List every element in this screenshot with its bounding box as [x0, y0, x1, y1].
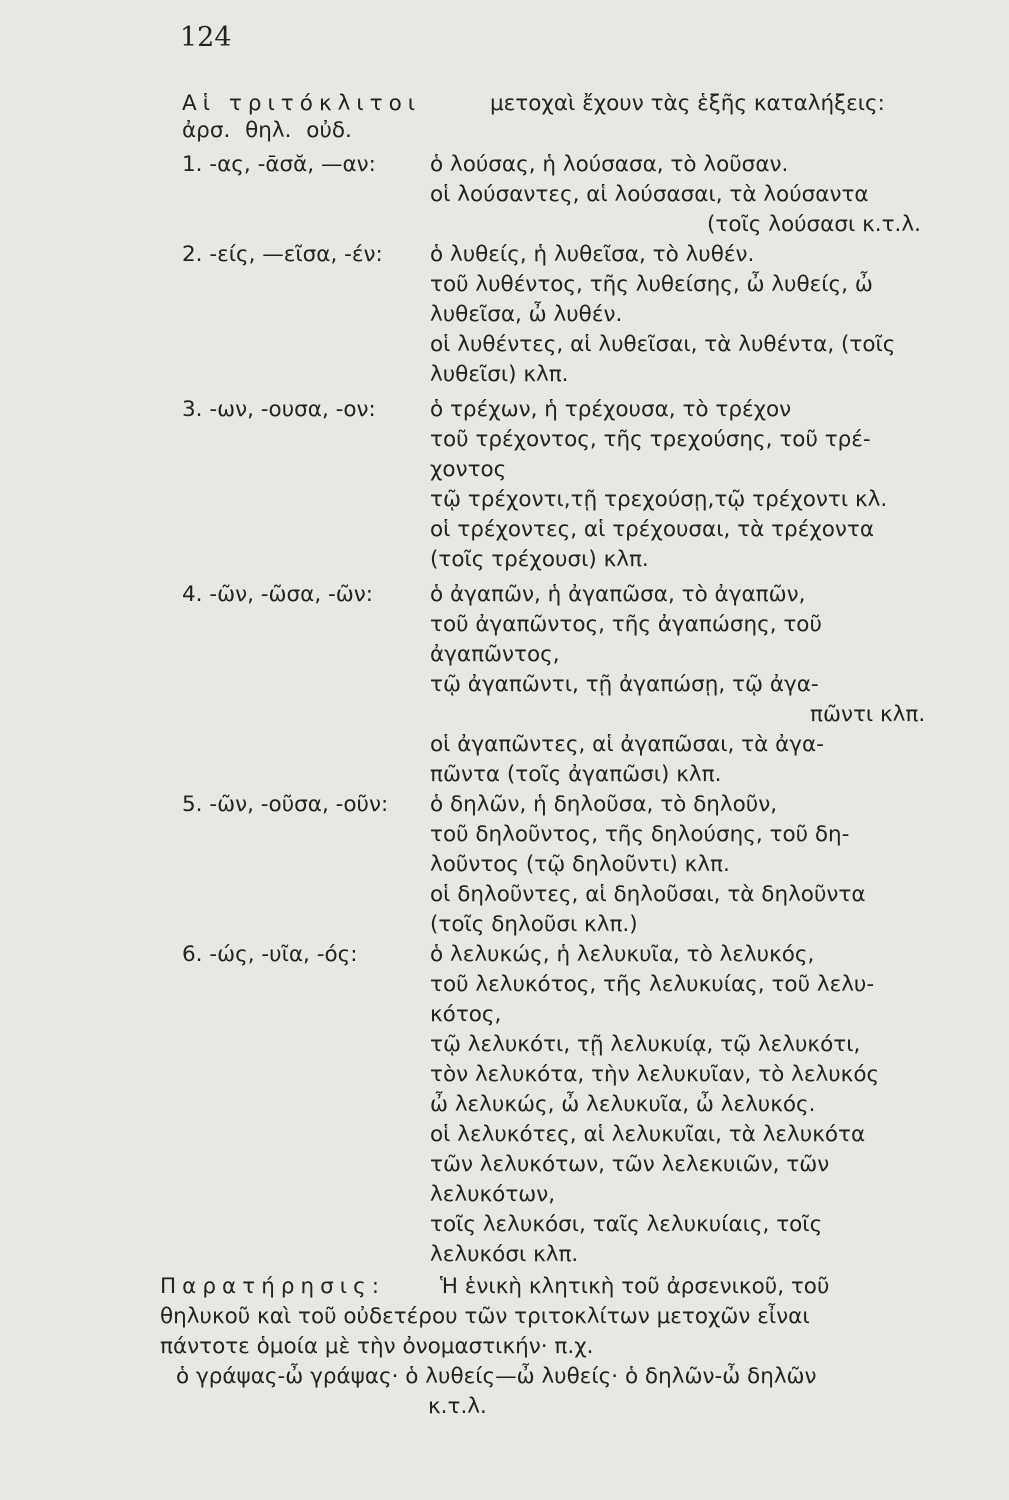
group-3-line: ὁ τρέχων, ἡ τρέχουσα, τὸ τρέχον — [430, 397, 792, 422]
group-4-line: οἱ ἀγαπῶντες, αἱ ἀγαπῶσαι, τὰ ἀγα- — [430, 732, 824, 757]
note-term: Παρατήρησις: — [160, 1274, 386, 1299]
page-number: 124 — [180, 22, 232, 53]
note-line: Ἡ ἑνικὴ κλητικὴ τοῦ ἀρσενικοῦ, τοῦ — [440, 1274, 830, 1299]
group-5-line: ὁ δηλῶν, ἡ δηλοῦσα, τὸ δηλοῦν, — [430, 792, 778, 817]
group-2-line: λυθεῖσι) κλπ. — [430, 362, 569, 387]
group-5-line: (τοῖς δηλοῦσι κλπ.) — [430, 912, 638, 937]
group-6-line: λελυκόσι κλπ. — [430, 1242, 579, 1267]
group-4-line: ἀγαπῶντος, — [430, 642, 560, 667]
group-3-line: τῷ τρέχοντι,τῇ τρεχούσῃ,τῷ τρέχοντι κλ. — [430, 487, 888, 512]
group-4-line: τῷ ἀγαπῶντι, τῇ ἀγαπώσῃ, τῷ ἀγα- — [430, 672, 819, 697]
group-3-line: χοντος — [430, 457, 507, 482]
note-line: θηλυκοῦ καὶ τοῦ οὐδετέρου τῶν τριτοκλίτων μετοχῶν εἶναι — [160, 1304, 810, 1329]
group-1-line: (τοῖς λούσασι κ.τ.λ. — [707, 212, 921, 237]
group-6-line: λελυκότων, — [430, 1182, 556, 1207]
group-2-line: οἱ λυθέντες, αἱ λυθεῖσαι, τὰ λυθέντα, (τοῖς — [430, 332, 896, 357]
group-2-line: λυθεῖσα, ὦ λυθέν. — [430, 302, 623, 327]
note-line: κ.τ.λ. — [428, 1394, 487, 1419]
group-6-line: κότος, — [430, 1002, 502, 1027]
group-2-line: ὁ λυθείς, ἡ λυθεῖσα, τὸ λυθέν. — [430, 242, 755, 267]
genders-header: ἀρσ. θηλ. οὐδ. — [182, 118, 352, 143]
group-6-label: 6. -ώς, -υῖα, -ός: — [182, 942, 358, 967]
group-4-line: πῶντι κλπ. — [810, 702, 926, 727]
group-5-line: λοῦντος (τῷ δηλοῦντι) κλπ. — [430, 852, 730, 877]
group-4-line: ὁ ἀγαπῶν, ἡ ἀγαπῶσα, τὸ ἀγαπῶν, — [430, 582, 806, 607]
group-4-label: 4. -ῶν, -ῶσα, -ῶν: — [182, 582, 374, 607]
group-3-line: (τοῖς τρέχουσι) κλπ. — [430, 547, 649, 572]
group-6-line: τοῖς λελυκόσι, ταῖς λελυκυίαις, τοῖς — [430, 1212, 823, 1237]
group-3-line: οἱ τρέχοντες, αἱ τρέχουσαι, τὰ τρέχοντα — [430, 517, 875, 542]
group-5-line: οἱ δηλοῦντες, αἱ δηλοῦσαι, τὰ δηλοῦντα — [430, 882, 866, 907]
group-6-line: τὸν λελυκότα, τὴν λελυκυῖαν, τὸ λελυκός — [430, 1062, 880, 1087]
group-1-line: οἱ λούσαντες, αἱ λούσασαι, τὰ λούσαντα — [430, 182, 869, 207]
group-1-label: 1. -ας, -ᾱσᾰ, —αν: — [182, 152, 376, 177]
group-6-line: τῶν λελυκότων, τῶν λελεκυιῶν, τῶν — [430, 1152, 830, 1177]
group-5-line: τοῦ δηλοῦντος, τῆς δηλούσης, τοῦ δη- — [430, 822, 850, 847]
group-5-label: 5. -ῶν, -οῦσα, -οῦν: — [182, 792, 389, 817]
group-6-line: οἱ λελυκότες, αἱ λελυκυῖαι, τὰ λελυκότα — [430, 1122, 866, 1147]
group-3-label: 3. -ων, -ουσα, -ον: — [182, 397, 376, 422]
group-3-line: τοῦ τρέχοντος, τῆς τρεχούσης, τοῦ τρέ- — [430, 427, 871, 452]
heading-term: Αἱ τριτόκλιτοι — [182, 91, 422, 116]
heading-rest: μετοχαὶ ἔχουν τὰς ἑξῆς καταλήξεις: — [490, 91, 885, 116]
group-2-line: τοῦ λυθέντος, τῆς λυθείσης, ὦ λυθείς, ὦ — [430, 272, 873, 297]
group-6-line: τοῦ λελυκότος, τῆς λελυκυίας, τοῦ λελυ- — [430, 972, 875, 997]
group-1-line: ὁ λούσας, ἡ λούσασα, τὸ λοῦσαν. — [430, 152, 789, 177]
note-line: ὁ γράψας-ὦ γράψας· ὁ λυθείς—ὦ λυθείς· ὁ δηλῶν-ὦ δηλῶν — [176, 1364, 817, 1389]
note-line: πάντοτε ὁμοία μὲ τὴν ὀνομαστικήν· π.χ. — [160, 1334, 594, 1359]
group-6-line: τῷ λελυκότι, τῇ λελυκυίᾳ, τῷ λελυκότι, — [430, 1032, 861, 1057]
group-2-label: 2. -είς, —εῖσα, -έν: — [182, 242, 383, 267]
group-6-line: ὦ λελυκώς, ὦ λελυκυῖα, ὦ λελυκός. — [430, 1092, 816, 1117]
group-4-line: τοῦ ἀγαπῶντος, τῆς ἀγαπώσης, τοῦ — [430, 612, 822, 637]
group-4-line: πῶντα (τοῖς ἀγαπῶσι) κλπ. — [430, 762, 722, 787]
group-6-line: ὁ λελυκώς, ἡ λελυκυῖα, τὸ λελυκός, — [430, 942, 815, 967]
